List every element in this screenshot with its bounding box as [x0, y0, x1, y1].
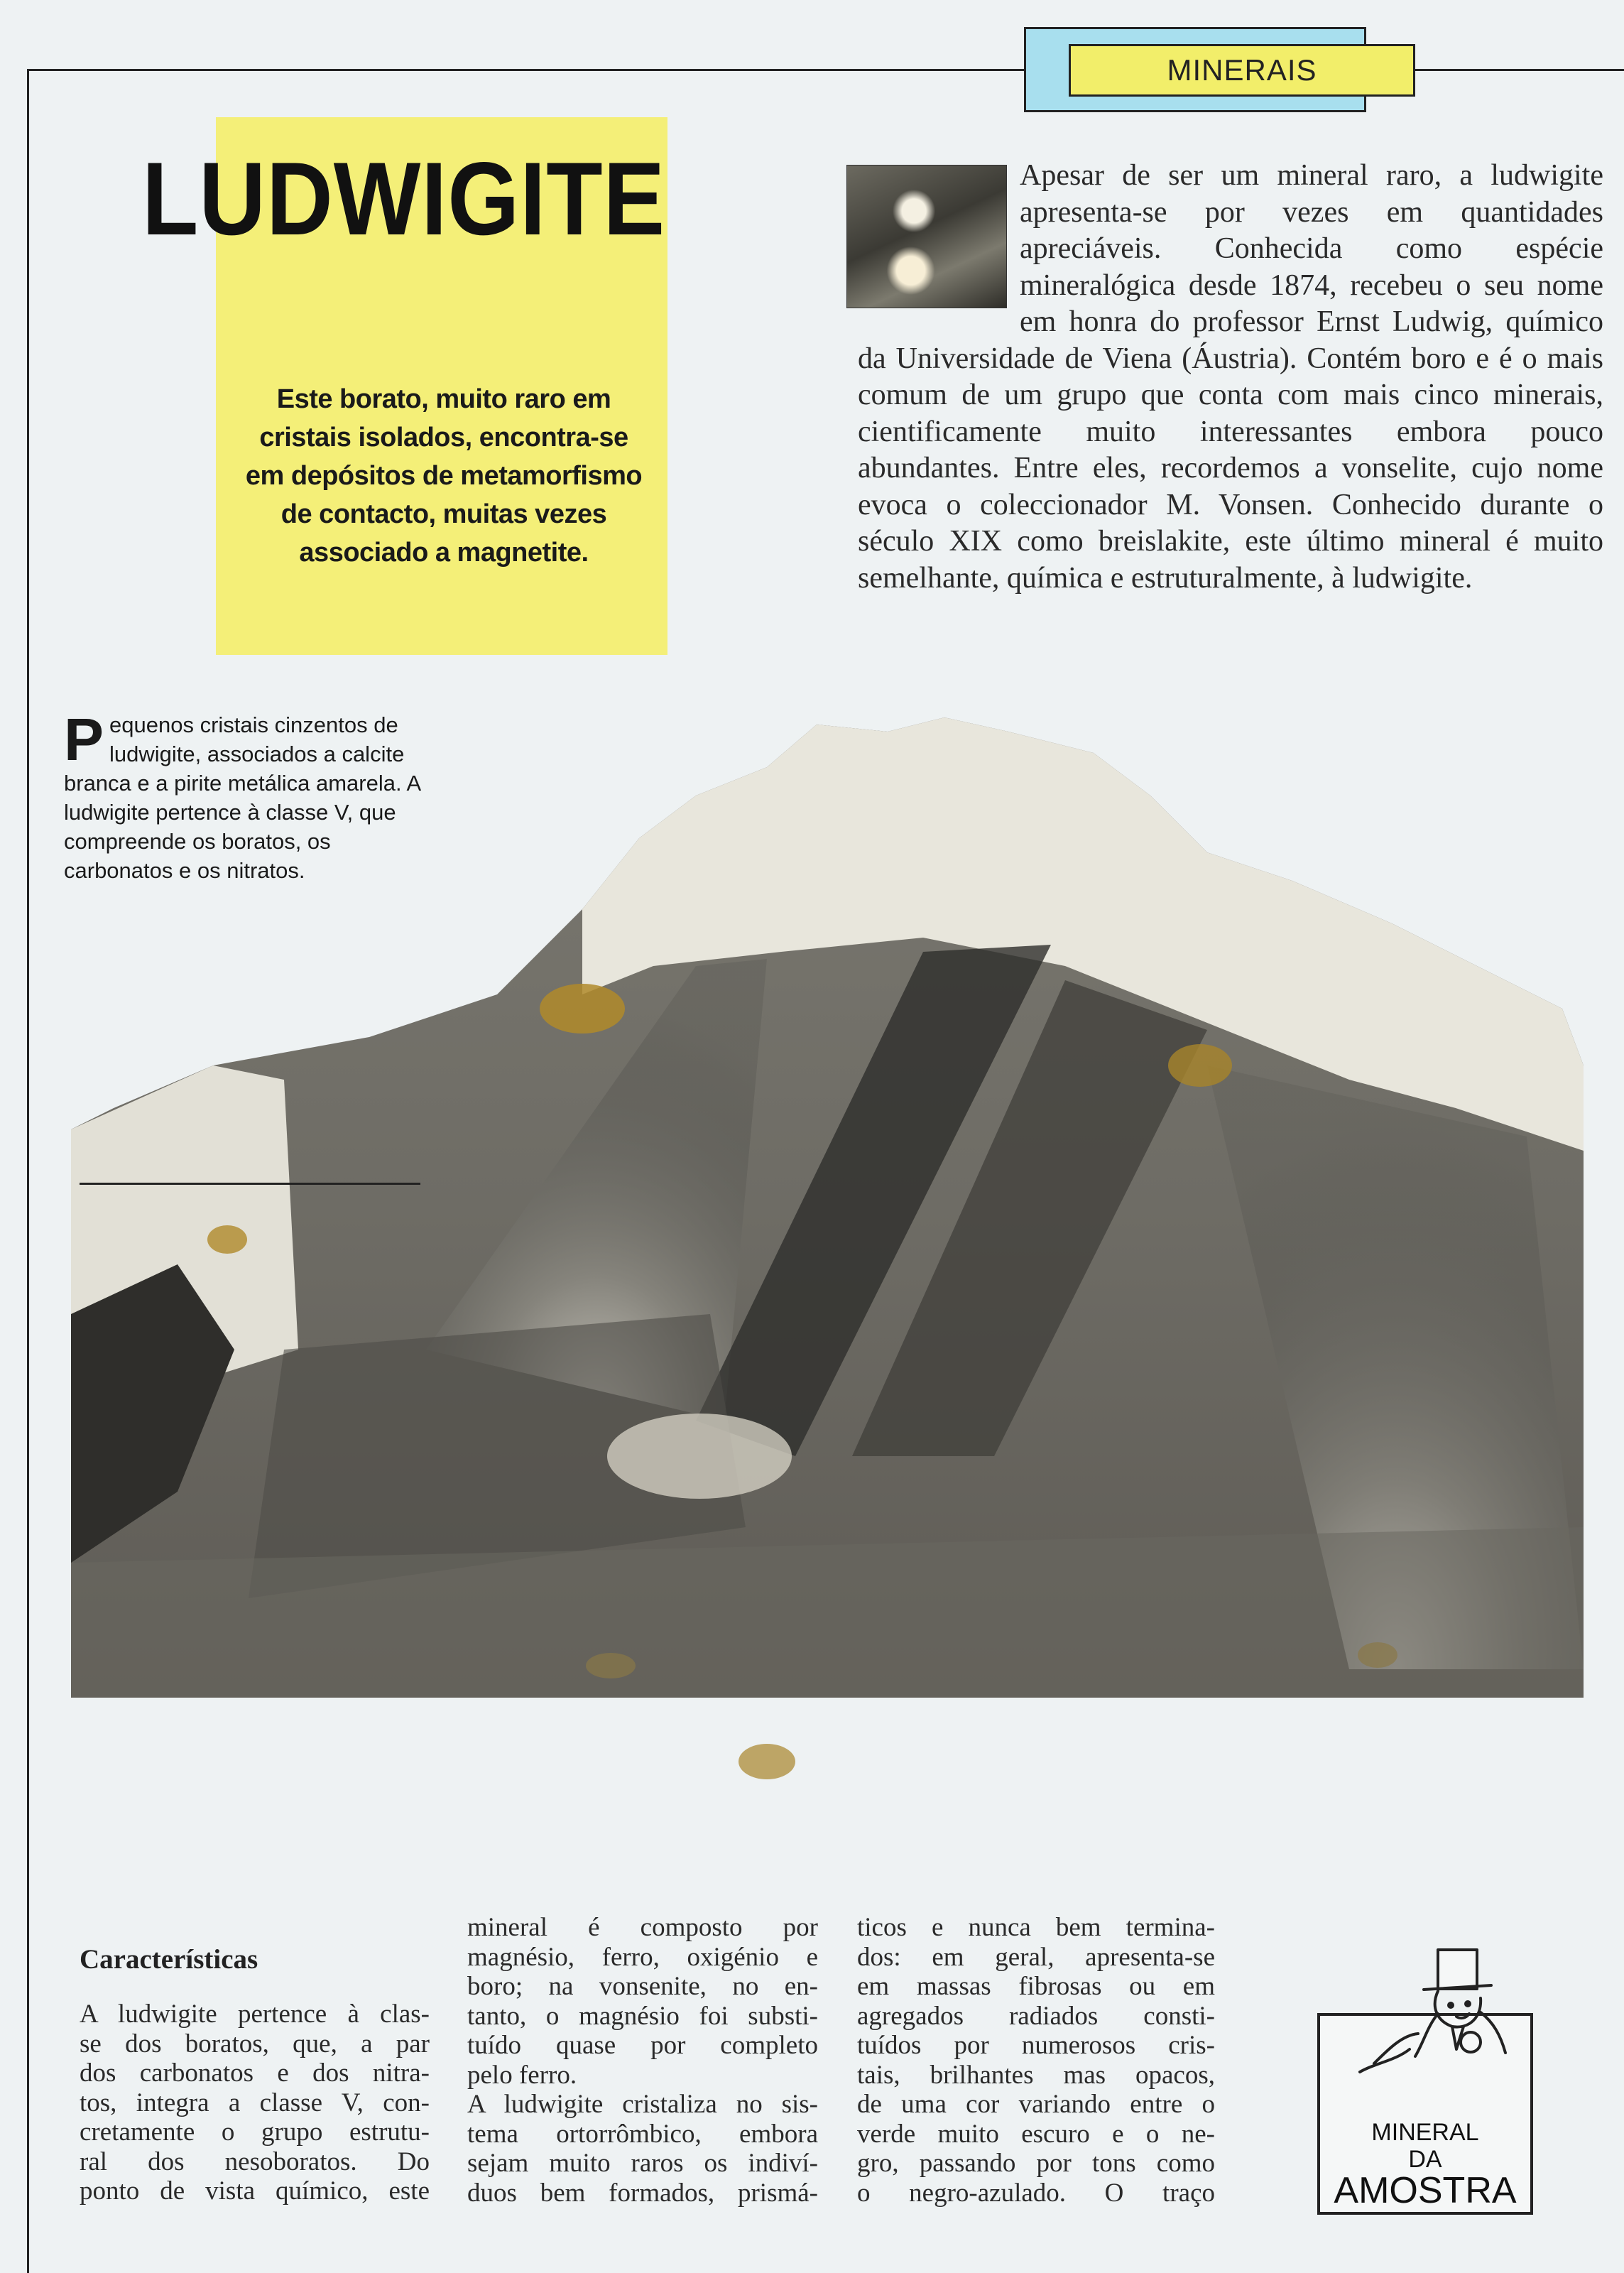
caption-drop-cap: P — [64, 706, 104, 773]
text-line: tanto, o magnésio foi substi- — [467, 2001, 818, 2031]
text-line: ponto de vista químico, este — [80, 2176, 430, 2206]
text-line: o negro-azulado. O traço — [857, 2178, 1215, 2208]
text-line: em massas fibrosas ou em — [857, 1972, 1215, 2001]
text-line: de uma cor variando entre o — [857, 2090, 1215, 2119]
text-line: cretamente o grupo estrutu- — [80, 2117, 430, 2147]
main-body-text: Apesar de ser um mineral raro, a ludwigite apresenta-se por vezes em quantidades apreciáveis. Conhecida como espécie mineralógica desde 1874, recebeu o seu nome em honra do professor Ernst Ludwig, químico da Universidade de Viena (Áustria). Contém boro e é o mais comum de um grupo que conta com mais cinco minerais, cientificamente muito interessantes embora pouco abundantes. Entre eles, recordemos a vonselite, cujo nome evoca o coleccionador M. Vonsen. Conhecido durante o século XIX como breislakite, este último mineral é muito semelhante, química e estruturalmente, à ludwigite. — [858, 159, 1603, 595]
text-line: se dos boratos, que, a par — [80, 2029, 430, 2058]
text-line: dos: em geral, apresenta-se — [857, 1942, 1215, 1972]
text-line: pelo ferro. — [467, 2060, 577, 2090]
text-line: agregados radiados consti- — [857, 2001, 1215, 2031]
text-line: dos carbonatos e dos nitra- — [80, 2058, 430, 2088]
intro-summary: Este borato, muito raro em cristais isolados, encontra-se em depósitos de metamorfismo de contacto, muitas vezes associado a magnetite. — [245, 384, 643, 568]
text-line: verde muito escuro e o ne- — [857, 2119, 1215, 2149]
collector-figure-icon — [1331, 1943, 1516, 2078]
logo-text-da: DA — [1408, 2146, 1442, 2173]
text-line: duos bem formados, prismá- — [467, 2178, 818, 2208]
characteristics-column-1 — [80, 2000, 430, 2206]
section-tag: MINERAIS — [1069, 44, 1415, 97]
text-line: mineral é composto por — [467, 1913, 818, 1942]
text-line: sejam muito raros os indiví- — [467, 2149, 818, 2178]
characteristics-divider — [80, 1183, 420, 1185]
text-line: tais, brilhantes mas opacos, — [857, 2060, 1215, 2090]
text-line: magnésio, ferro, oxigénio e — [467, 1942, 818, 1972]
text-line: tema ortorrômbico, embora — [467, 2119, 818, 2149]
characteristics-column-3 — [857, 1913, 1215, 2208]
text-line: tuído quase por completo — [467, 2031, 818, 2060]
logo-text-mineral: MINERAL — [1371, 2119, 1479, 2146]
page-title: LUDWIGITE — [142, 141, 666, 256]
text-line: gro, passando por tons como — [857, 2149, 1215, 2178]
text-line: A ludwigite pertence à clas- — [80, 2000, 430, 2029]
logo-text-amostra: AMOSTRA — [1334, 2170, 1517, 2211]
text-line: tuídos por numerosos cris- — [857, 2031, 1215, 2060]
text-line: tos, integra a classe V, con- — [80, 2088, 430, 2117]
characteristics-column-2 — [467, 1913, 818, 2208]
characteristics-heading: Características — [80, 1944, 258, 1975]
text-line: ticos e nunca bem termina- — [857, 1913, 1215, 1942]
text-line: A ludwigite cristaliza no sis- — [467, 2090, 818, 2119]
caption-text: equenos cristais cinzentos de ludwigite, associados a calcite branca e a pirite metálica amarela. A ludwigite pertence à classe V, que compreende os boratos, os carbonatos e os nitratos. — [64, 712, 420, 883]
text-line: ral dos nesoboratos. Do — [80, 2147, 430, 2176]
text-line: boro; na vonsenite, no en- — [467, 1972, 818, 2001]
